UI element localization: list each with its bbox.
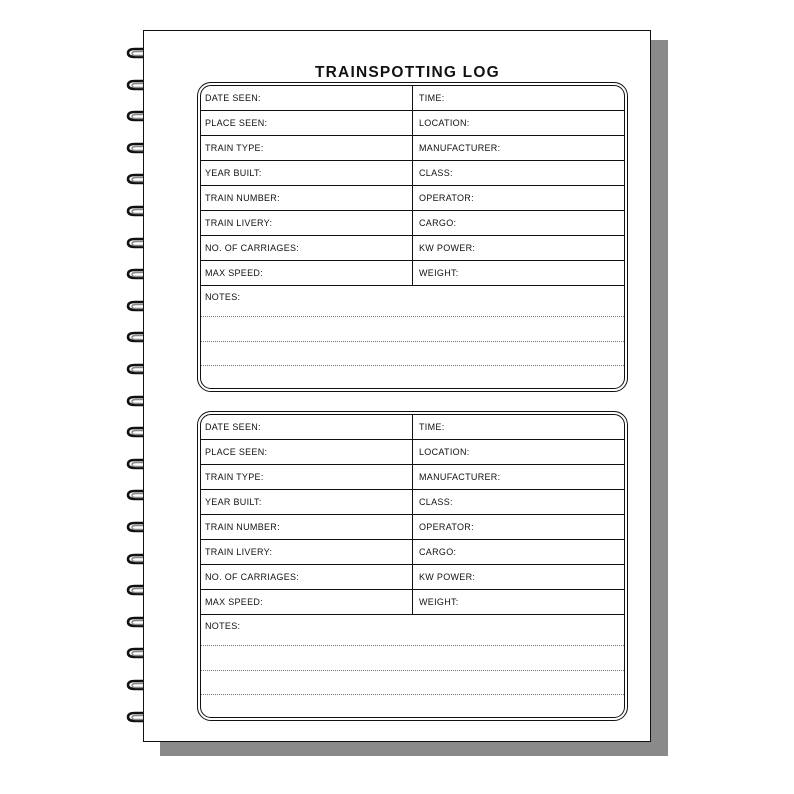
field-location[interactable]: LOCATION: (419, 118, 470, 128)
field-train-number[interactable]: TRAIN NUMBER: (201, 515, 413, 539)
field-cargo[interactable]: CARGO: (419, 547, 457, 557)
form-row (201, 590, 624, 615)
page-title: TRAINSPOTTING LOG (315, 64, 500, 81)
field-cargo[interactable]: CARGO: (419, 218, 457, 228)
form-row (201, 186, 624, 211)
field-manufacturer[interactable]: MANUFACTURER: (419, 143, 501, 153)
field-time[interactable]: TIME: (419, 422, 445, 432)
field-max-speed[interactable]: MAX SPEED: (201, 590, 413, 614)
notes-line (201, 694, 624, 695)
form-row (201, 261, 624, 286)
field-manufacturer[interactable]: MANUFACTURER: (419, 472, 501, 482)
form-row (201, 465, 624, 490)
form-row (201, 86, 624, 111)
log-entry-1 (197, 82, 628, 392)
form-row (201, 111, 624, 136)
notes-area[interactable] (201, 615, 624, 721)
field-year-built[interactable]: YEAR BUILT: (201, 161, 413, 185)
field-no-of-carriages[interactable]: NO. OF CARRIAGES: (201, 236, 413, 260)
field-no-of-carriages[interactable]: NO. OF CARRIAGES: (201, 565, 413, 589)
notes-label: NOTES: (205, 292, 241, 302)
field-train-type[interactable]: TRAIN TYPE: (201, 136, 413, 160)
field-train-livery[interactable]: TRAIN LIVERY: (201, 211, 413, 235)
notes-line (201, 365, 624, 366)
field-place-seen[interactable]: PLACE SEEN: (201, 440, 413, 464)
field-max-speed[interactable]: MAX SPEED: (201, 261, 413, 285)
form-row (201, 415, 624, 440)
form-row (201, 565, 624, 590)
notes-line (201, 670, 624, 671)
field-location[interactable]: LOCATION: (419, 447, 470, 457)
notes-line (201, 316, 624, 317)
field-place-seen[interactable]: PLACE SEEN: (201, 111, 413, 135)
log-entry-2 (197, 411, 628, 721)
form-row (201, 490, 624, 515)
field-date-seen[interactable]: DATE SEEN: (201, 86, 413, 110)
field-class[interactable]: CLASS: (419, 497, 453, 507)
notes-area[interactable] (201, 286, 624, 392)
field-year-built[interactable]: YEAR BUILT: (201, 490, 413, 514)
field-kw-power[interactable]: KW POWER: (419, 572, 476, 582)
notes-line (201, 645, 624, 646)
field-weight[interactable]: WEIGHT: (419, 597, 459, 607)
field-weight[interactable]: WEIGHT: (419, 268, 459, 278)
field-train-number[interactable]: TRAIN NUMBER: (201, 186, 413, 210)
form-row (201, 211, 624, 236)
form-row (201, 515, 624, 540)
form-row (201, 136, 624, 161)
form-row (201, 236, 624, 261)
field-kw-power[interactable]: KW POWER: (419, 243, 476, 253)
field-operator[interactable]: OPERATOR: (419, 193, 474, 203)
field-train-type[interactable]: TRAIN TYPE: (201, 465, 413, 489)
notes-label: NOTES: (205, 621, 241, 631)
form-row (201, 161, 624, 186)
field-date-seen[interactable]: DATE SEEN: (201, 415, 413, 439)
field-train-livery[interactable]: TRAIN LIVERY: (201, 540, 413, 564)
field-class[interactable]: CLASS: (419, 168, 453, 178)
form-row (201, 540, 624, 565)
field-time[interactable]: TIME: (419, 93, 445, 103)
notebook-page (143, 30, 651, 742)
notes-line (201, 341, 624, 342)
field-operator[interactable]: OPERATOR: (419, 522, 474, 532)
form-row (201, 440, 624, 465)
